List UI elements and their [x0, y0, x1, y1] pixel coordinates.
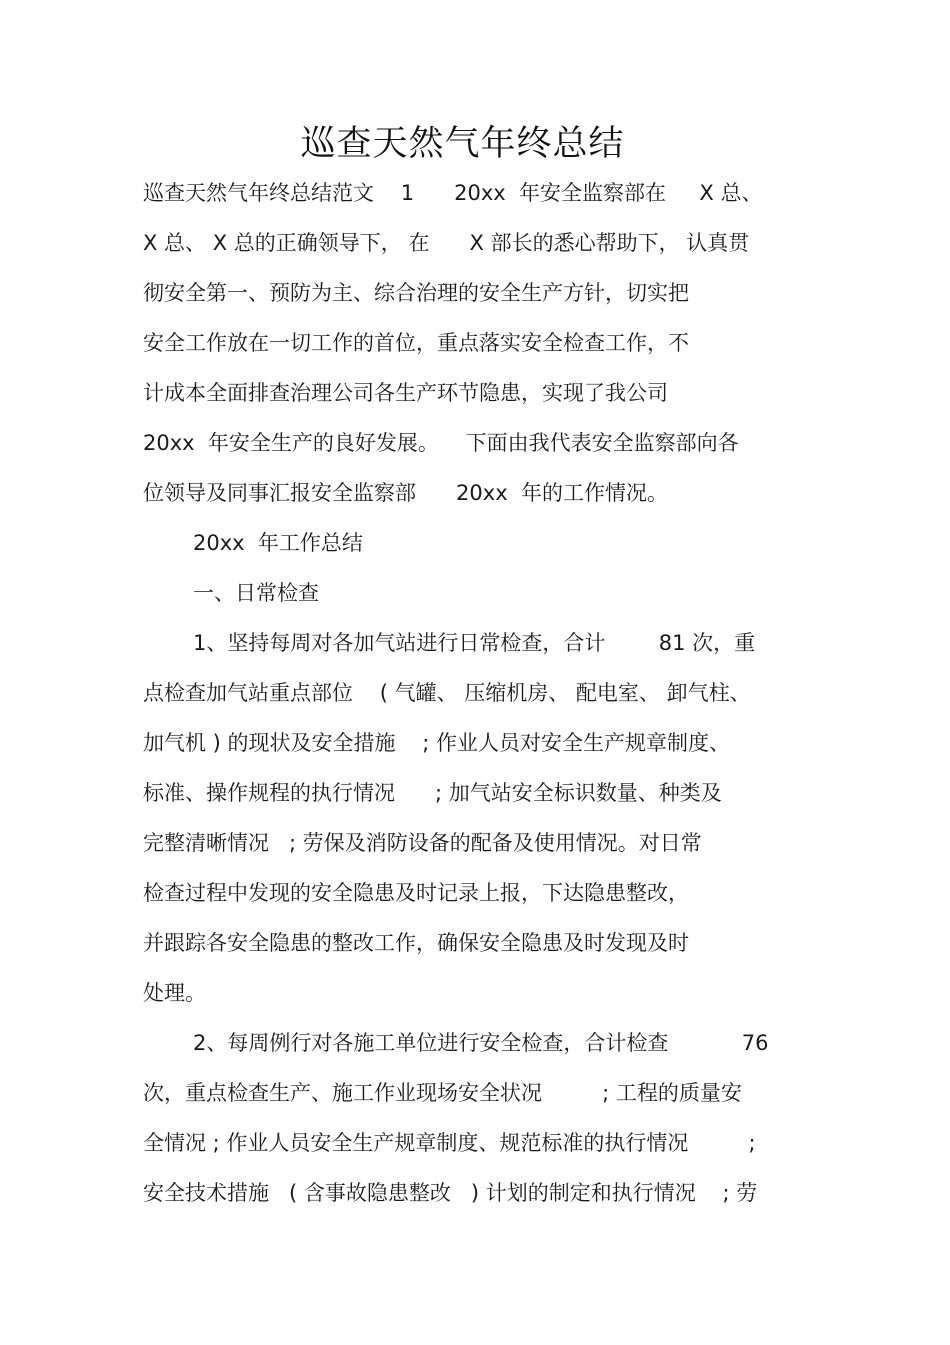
- paragraph-line: 全情况 ; 作业人员安全生产规章制度、规范标准的执行情况 ;: [143, 1131, 756, 1155]
- paragraph-line: 巡查天然气年终总结范文 1 20xx 年安全监察部在 X 总、: [143, 181, 763, 205]
- document-title: 巡查天然气年终总结: [300, 124, 625, 164]
- section-heading: 20xx 年工作总结: [193, 531, 363, 555]
- paragraph-line: 加气机 ) 的现状及安全措施 ; 作业人员对安全生产规章制度、: [143, 731, 730, 755]
- paragraph-line: 彻安全第一、预防为主、综合治理的安全生产方针，切实把: [143, 281, 689, 305]
- paragraph-line: 1、坚持每周对各加气站进行日常检查，合计 81 次，重: [193, 631, 756, 655]
- paragraph-line: 位领导及同事汇报安全监察部 20xx 年的工作情况。: [143, 481, 668, 505]
- paragraph-line: 次，重点检查生产、施工作业现场安全状况 ; 工程的质量安: [143, 1081, 742, 1105]
- paragraph-line: 并跟踪各安全隐患的整改工作，确保安全隐患及时发现及时: [143, 931, 689, 955]
- paragraph-line: 标准、操作规程的执行情况 ; 加气站安全标识数量、种类及: [143, 781, 722, 805]
- paragraph-line: 安全技术措施 ( 含事故隐患整改 ) 计划的制定和执行情况 ; 劳: [143, 1181, 758, 1205]
- paragraph-line: X 总、 X 总的正确领导下， 在 X 部长的悉心帮助下， 认真贯: [143, 231, 750, 255]
- paragraph-line: 处理。: [143, 981, 206, 1005]
- paragraph-line: 计成本全面排查治理公司各生产环节隐患，实现了我公司: [143, 381, 668, 405]
- paragraph-line: 点检查加气站重点部位 ( 气罐、 压缩机房、 配电室、 卸气柱、: [143, 681, 751, 705]
- paragraph-line: 检查过程中发现的安全隐患及时记录上报，下达隐患整改，: [143, 881, 689, 905]
- section-heading: 一、日常检查: [193, 581, 319, 605]
- paragraph-line: 完整清晰情况 ; 劳保及消防设备的配备及使用情况。对日常: [143, 831, 702, 855]
- paragraph-line: 2、每周例行对各施工单位进行安全检查，合计检查 76: [193, 1031, 769, 1055]
- paragraph-line: 20xx 年安全生产的良好发展。 下面由我代表安全监察部向各: [143, 431, 739, 455]
- paragraph-line: 安全工作放在一切工作的首位，重点落实安全检查工作，不: [143, 331, 689, 355]
